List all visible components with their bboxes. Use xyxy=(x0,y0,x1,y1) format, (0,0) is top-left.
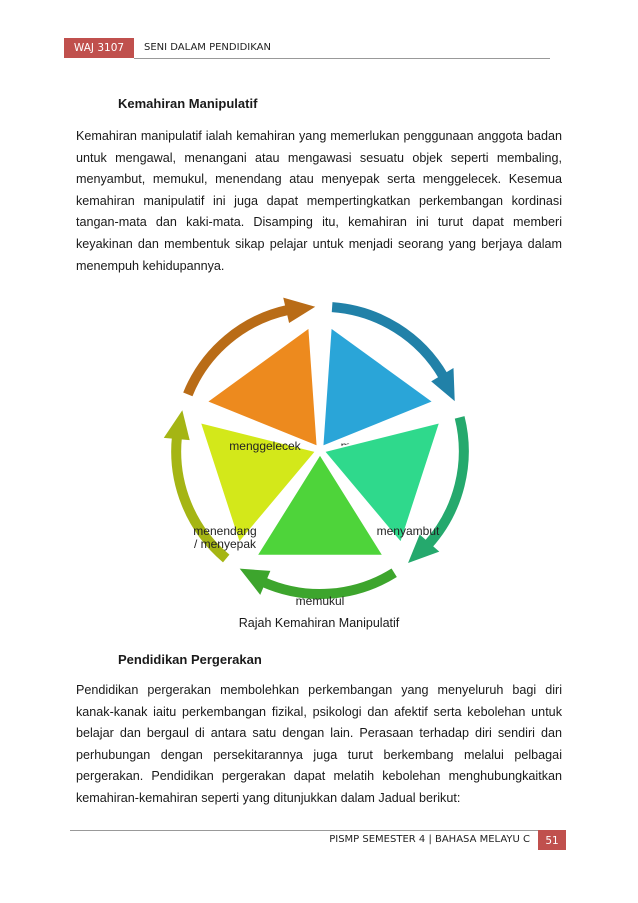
page-number: 51 xyxy=(538,830,566,850)
header-course-title: SENI DALAM PENDIDIKAN xyxy=(144,42,271,53)
header-course-code: WAJ 3107 xyxy=(64,38,134,58)
section-heading-pergerakan: Pendidikan Pergerakan xyxy=(118,652,262,667)
manipulative-skills-diagram xyxy=(170,300,470,608)
segment-arrow-arc xyxy=(263,573,394,594)
segment-label: menyambut xyxy=(376,524,440,538)
paragraph-pergerakan: Pendidikan pergerakan membolehkan perkembangan yang menyeluruh bagi diri kanak-kanak iaitu perkembangan fizikal, psikologi dan afektif serta kebolehan untuk belajar dan bergaul di antara satu dengan lain. Perasaan terhadap diri sendiri dan perhubungan dengan persekitarannya juga turut berkembang melalui pelbagai pergerakan. Pendidikan pergerakan dapat melatih kebolehan menghubungkaitkan kemahiran-kemahiran seperti yang ditunjukkan dalam Jadual berikut: xyxy=(76,683,562,805)
segment-label: memukul xyxy=(295,594,345,608)
footer-rule xyxy=(70,830,566,831)
segment-arrow-head xyxy=(164,410,190,440)
page-footer xyxy=(70,830,566,850)
header-rule xyxy=(134,58,550,59)
footer-text: PISMP SEMESTER 4 | BAHASA MELAYU C xyxy=(329,834,530,845)
segment-label: menggelecek xyxy=(229,439,301,453)
section-heading-manipulatif: Kemahiran Manipulatif xyxy=(118,96,258,111)
segment-label: menendang / menyepak xyxy=(193,524,257,551)
diagram-caption: Rajah Kemahiran Manipulatif xyxy=(238,616,400,630)
page-header xyxy=(64,38,550,58)
paragraph-manipulatif: Kemahiran manipulatif ialah kemahiran yang memerlukan penggunaan anggota badan untuk mengawal, menangani atau mengawasi sesuatu objek seperti membaling, menyambut, memukul, menendang atau menyepak serta menggelecek. Kesemua kemahiran manipulatif ini juga dapat mempertingkatkan perkembangan kordinasi tangan-mata dan kaki-mata. Disamping itu, kemahiran ini turut dapat memberi keyakinan dan membentuk sikap pelajar untuk menjadi seorang yang berjaya dalam menempuh kehidupannya. xyxy=(76,129,562,273)
segment-arrow-head xyxy=(283,298,315,323)
